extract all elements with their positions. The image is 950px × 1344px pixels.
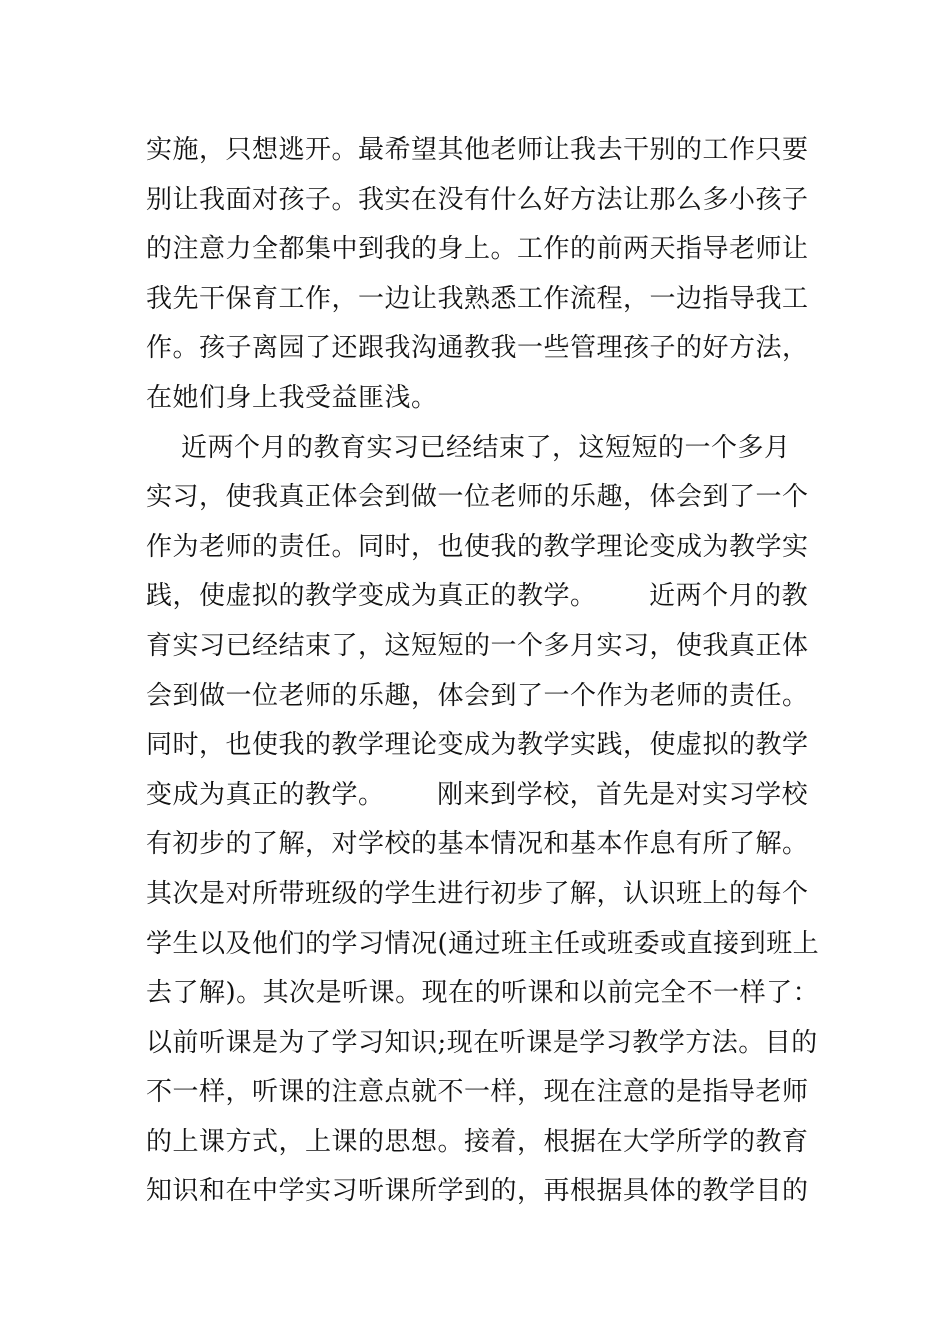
body-text (146, 126, 820, 1217)
text-line: 其次是对所带班级的学生进行初步了解，认识班上的每个 (146, 878, 809, 909)
text-line: 我先干保育工作，一边让我熟悉工作流程，一边指导我工 (146, 283, 809, 314)
text-line: 别让我面对孩子。我实在没有什么好方法让那么多小孩子 (146, 184, 809, 215)
text-line: 知识和在中学实习听课所学到的，再根据具体的教学目的 (146, 1176, 809, 1207)
text-line: 有初步的了解，对学校的基本情况和基本作息有所了解。 (146, 829, 809, 860)
text-line: 的注意力全都集中到我的身上。工作的前两天指导老师让 (146, 234, 809, 265)
text-line: 作。孩子离园了还跟我沟通教我一些管理孩子的好方法， (146, 333, 809, 364)
text-line: 会到做一位老师的乐趣，体会到了一个作为老师的责任。 (146, 680, 809, 711)
text-line: 践，使虚拟的教学变成为真正的教学。 近两个月的教 (146, 581, 809, 612)
text-line: 去了解)。其次是听课。现在的听课和以前完全不一样了： (146, 978, 820, 1009)
text-line: 在她们身上我受益匪浅。 (146, 382, 438, 413)
text-line: 变成为真正的教学。 刚来到学校，首先是对实习学校 (146, 779, 809, 810)
text-line: 作为老师的责任。同时，也使我的教学理论变成为教学实 (146, 531, 809, 562)
text-line: 学生以及他们的学习情况(通过班主任或班委或直接到班上 (146, 928, 820, 959)
text-line: 实施，只想逃开。最希望其他老师让我去干别的工作只要 (146, 135, 809, 165)
text-line: 的上课方式，上课的思想。接着，根据在大学所学的教育 (146, 1126, 809, 1157)
text-line: 育实习已经结束了，这短短的一个多月实习，使我真正体 (146, 630, 809, 661)
text-line: 不一样，听课的注意点就不一样，现在注意的是指导老师 (146, 1077, 809, 1108)
text-line: 实习，使我真正体会到做一位老师的乐趣，体会到了一个 (146, 482, 809, 513)
text-line: 近两个月的教育实习已经结束了，这短短的一个多月 (146, 432, 791, 463)
text-line: 以前听课是为了学习知识;现在听课是学习教学方法。目的 (146, 1027, 818, 1058)
text-line: 同时，也使我的教学理论变成为教学实践，使虚拟的教学 (146, 730, 809, 761)
